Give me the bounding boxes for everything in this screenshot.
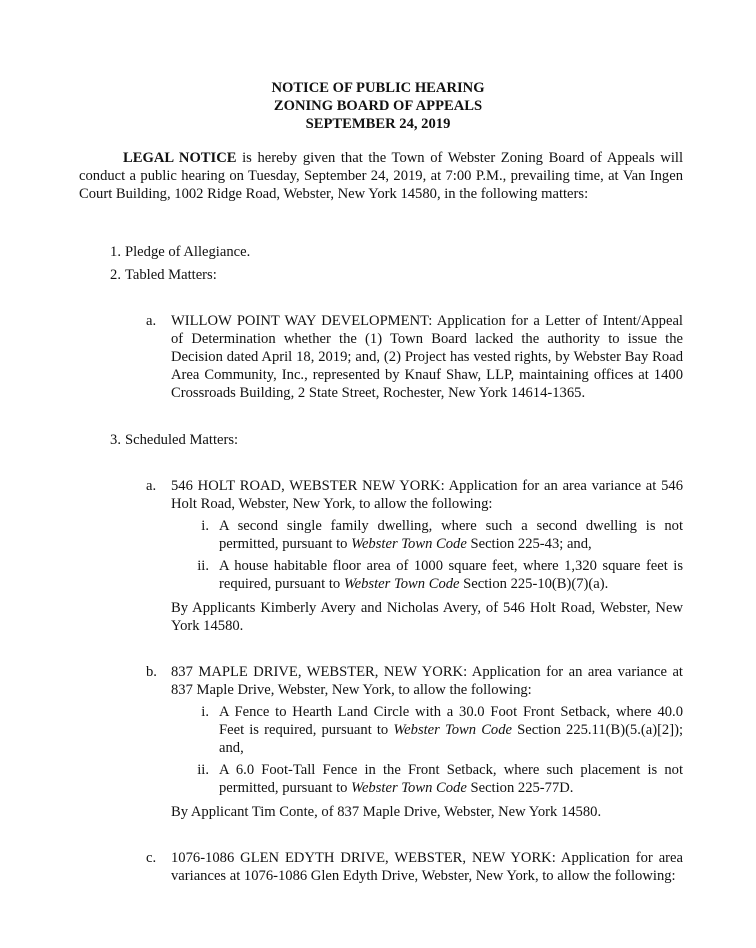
sub-item-number: i.	[201, 518, 209, 534]
intro-paragraph	[79, 149, 683, 203]
scheduled-matter-b	[146, 663, 683, 821]
scheduled-matter-a	[146, 477, 683, 635]
applicant-text: By Applicant Tim Conte, of 837 Maple Drive, Webster, New York 14580.	[171, 804, 602, 820]
matter-text: 1076-1086 GLEN EDYTH DRIVE, WEBSTER, NEW YORK: Application for area variances at 1076-1086 Glen Edyth Drive, Webster, New York, to allow the following:	[171, 850, 683, 884]
matter-text: 837 MAPLE DRIVE, WEBSTER, NEW YORK: Application for an area variance at 837 Maple Drive, Webster, New York, to allow the following:	[171, 664, 683, 698]
matter-letter: c.	[146, 850, 157, 866]
item-number: 2.	[110, 267, 121, 283]
item-label: Pledge of Allegiance.	[125, 244, 251, 260]
matter-letter: b.	[146, 664, 157, 680]
sub-item-number: i.	[201, 704, 209, 720]
code-reference: Webster Town Code	[343, 576, 460, 592]
matter-text: 546 HOLT ROAD, WEBSTER NEW YORK: Application for an area variance at 546 Holt Road, Webster, New York, to allow the following:	[171, 478, 683, 512]
sub-item-text: A 6.0 Foot-Tall Fence in the Front Setback, where such placement is not permitted, pursuant to	[219, 762, 683, 796]
scheduled-matter-c	[146, 849, 683, 885]
matter-text: WILLOW POINT WAY DEVELOPMENT: Application for a Letter of Intent/Appeal of Determination whether the (1) Town Board lacked the authority to issue the Decision dated April 18, 2019; and, (2) Project has vested rights, by Webster Bay Road Area Community, Inc., represented by Knauf Shaw, LLP, maintaining offices at 1400 Crossroads Building, 2 State Street, Rochester, New York 14614-1365.	[171, 313, 683, 401]
sub-item	[201, 517, 683, 553]
notice-header	[0, 79, 756, 133]
matter-letter: a.	[146, 478, 157, 494]
sub-item-text: A house habitable floor area of 1000 square feet, where 1,320 square feet is required, pursuant to	[219, 558, 683, 592]
sub-item-text: Section 225-77D.	[466, 780, 574, 796]
code-reference: Webster Town Code	[351, 780, 467, 796]
item-label: Scheduled Matters:	[125, 432, 239, 448]
matter-letter: a.	[146, 313, 157, 329]
sub-item-text: Section 225-10(B)(7)(a).	[459, 576, 609, 592]
code-reference: Webster Town Code	[393, 722, 512, 738]
legal-notice-lead: LEGAL NOTICE	[123, 150, 237, 166]
header-board: ZONING BOARD OF APPEALS	[273, 98, 483, 114]
item-label: Tabled Matters:	[125, 267, 217, 283]
sub-item-text: A second single family dwelling, where such a second dwelling is not permitted, pursuant to	[219, 518, 683, 552]
sub-item-text: Section 225-43; and,	[466, 536, 592, 552]
sub-item	[201, 703, 683, 757]
applicant-text: By Applicants Kimberly Avery and Nicholas Avery, of 546 Holt Road, Webster, New York 14580.	[171, 600, 683, 634]
sub-item	[197, 761, 683, 797]
item-number: 3.	[110, 432, 121, 448]
sub-item	[197, 557, 683, 593]
item-number: 1.	[110, 244, 121, 260]
code-reference: Webster Town Code	[351, 536, 467, 552]
header-date: SEPTEMBER 24, 2019	[305, 116, 451, 132]
intro-text: is hereby given that the Town of Webster Zoning Board of Appeals will conduct a public hearing on Tuesday, September 24, 2019, at 7:00 P.M., prevailing time, at Van Ingen Court Building, 1002 Ridge Road, Webster, New York 14580, in the following matters:	[79, 150, 684, 202]
sub-item-text: Section 225.11(B)(5.(a)[2]); and,	[219, 722, 683, 756]
tabled-matter-a	[146, 312, 683, 402]
sub-item-text: A Fence to Hearth Land Circle with a 30.0 Foot Front Setback, where 40.0 Feet is required, pursuant to	[219, 704, 683, 738]
header-title: NOTICE OF PUBLIC HEARING	[271, 80, 485, 96]
sub-item-number: ii.	[197, 558, 209, 574]
sub-item-number: ii.	[197, 762, 209, 778]
